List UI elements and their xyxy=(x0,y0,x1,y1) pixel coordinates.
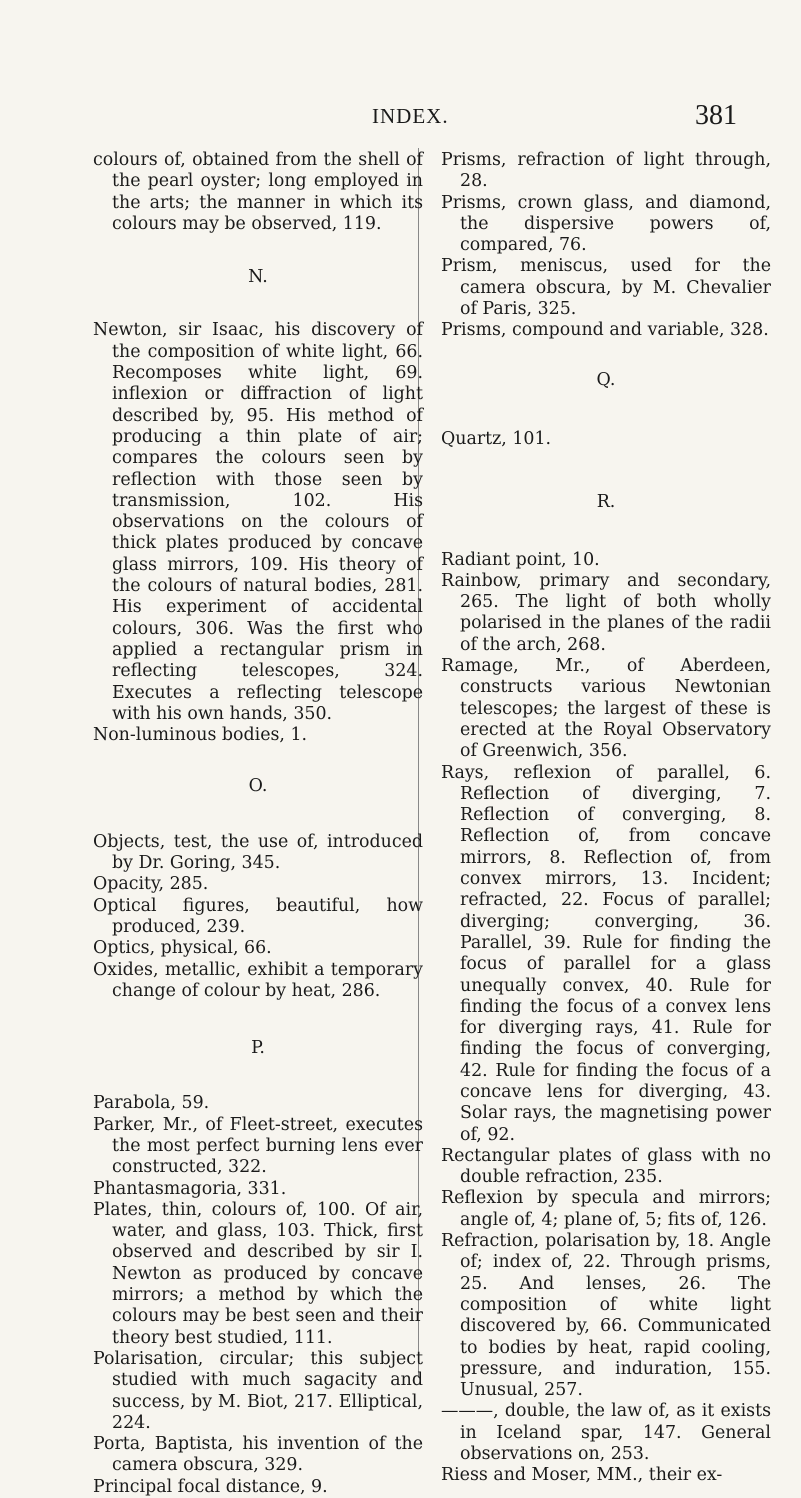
index-entry: Optical figures, beautiful, how produced, 239. xyxy=(93,895,423,937)
right-column xyxy=(441,150,771,1487)
section-letter-r: R. xyxy=(596,492,616,513)
index-entry: Newton, sir Isaac, his discovery of the composition of white light, 66. Recomposes white light, 69. inflexion or diffraction of light described by, 95. His method of producing a thin plate of air; compares the colours seen by reflection with those seen by transmission, 102. His observations on the colours of thick plates produced by concave glass mirrors, 109. His theory of the colours of natural bodies, 281. His experiment of accidental colours, 306. Was the first who applied a rectangular prism in reflecting telescopes, 324. Executes a reflecting telescope with his own hands, 350. xyxy=(93,320,423,724)
index-entry: Rainbow, primary and secondary, 265. The light of both wholly polarised in the planes of the radii of the arch, 268. xyxy=(441,570,771,655)
index-entry: Rectangular plates of glass with no double refraction, 235. xyxy=(441,1145,771,1188)
page-header xyxy=(0,100,801,134)
index-entry: ———, double, the law of, as it exists in Iceland spar, 147. General observations on, 253. xyxy=(441,1401,771,1465)
index-entry: Principal focal distance, 9. xyxy=(93,1476,328,1497)
index-entry: Quartz, 101. xyxy=(441,428,552,449)
section-letter-n: N. xyxy=(248,267,268,288)
index-entry: Prisms, crown glass, and diamond, the dispersive powers of, compared, 76. xyxy=(441,192,771,256)
running-head: INDEX. xyxy=(372,104,449,128)
index-entry: Opacity, 285. xyxy=(93,874,209,895)
index-entry: Ramage, Mr., of Aberdeen, constructs various Newtonian telescopes; the largest of these is erected at the Royal Observatory of Greenwich, 356. xyxy=(441,656,771,762)
page-number: 381 xyxy=(695,100,737,131)
index-entry: Prisms, refraction of light through, 28. xyxy=(441,150,771,192)
index-entry: Non-luminous bodies, 1. xyxy=(93,725,308,746)
index-entry: Radiant point, 10. xyxy=(441,549,600,570)
index-entry: Plates, thin, colours of, 100. Of air, water, and glass, 103. Thick, first observed and described by sir I. Newton as produced by concave mirrors; a method by which the colours may be best seen and their theory best studied, 111. xyxy=(93,1199,423,1348)
index-entry: Rays, reflexion of parallel, 6. Reflection of diverging, 7. Reflection of converging, 8. Reflection of, from concave mirrors, 8. Reflection of, from convex mirrors, 13. Incident; refracted, 22. Focus of parallel; diverging; converging, 36. Parallel, 39. Rule for finding the focus of parallel for a glass unequally convex, 40. Rule for finding the focus of a convex lens for diverging rays, 41. Rule for finding the focus of converging, 42. Rule for finding the focus of a concave lens for diverging, 43. Solar rays, the magnetising power of, 92. xyxy=(441,762,771,1145)
section-letter-o: O. xyxy=(248,776,268,797)
section-letter-q: Q. xyxy=(596,369,616,390)
index-entry: Phantasmagoria, 331. xyxy=(93,1178,287,1199)
index-entry: Refraction, polarisation by, 18. Angle of; index of, 22. Through prisms, 25. And lenses, 26. The composition of white light discovered by, 66. Communicated to bodies by heat, rapid cooling, pressure, and induration, 155. Unusual, 257. xyxy=(441,1231,771,1401)
section-letter-p: P. xyxy=(251,1038,265,1059)
index-entry: Objects, test, the use of, introduced by Dr. Goring, 345. xyxy=(93,831,423,874)
index-entry: Prisms, compound and variable, 328. xyxy=(441,320,769,341)
index-entry: Riess and Moser, MM., their ex- xyxy=(441,1465,723,1486)
index-entry: Optics, physical, 66. xyxy=(93,938,272,959)
left-column xyxy=(93,150,423,1498)
index-entry: Oxides, metallic, exhibit a temporary change of colour by heat, 286. xyxy=(93,959,423,1001)
index-entry: colours of, obtained from the shell of the pearl oyster; long employed in the arts; the manner in which its colours may be observed, 119. xyxy=(93,150,423,234)
index-entry: Parker, Mr., of Fleet-street, executes the most perfect burning lens ever constructed, 322. xyxy=(93,1114,423,1178)
index-entry: Prism, meniscus, used for the camera obscura, by M. Chevalier of Paris, 325. xyxy=(441,256,771,320)
index-entry: Polarisation, circular; this subject studied with much sagacity and success, by M. Biot, 217. Elliptical, 224. xyxy=(93,1348,423,1433)
index-entry: Parabola, 59. xyxy=(93,1093,210,1114)
index-entry: Porta, Baptista, his invention of the camera obscura, 329. xyxy=(93,1434,423,1476)
index-entry: Reflexion by specula and mirrors; angle of, 4; plane of, 5; fits of, 126. xyxy=(441,1188,771,1230)
